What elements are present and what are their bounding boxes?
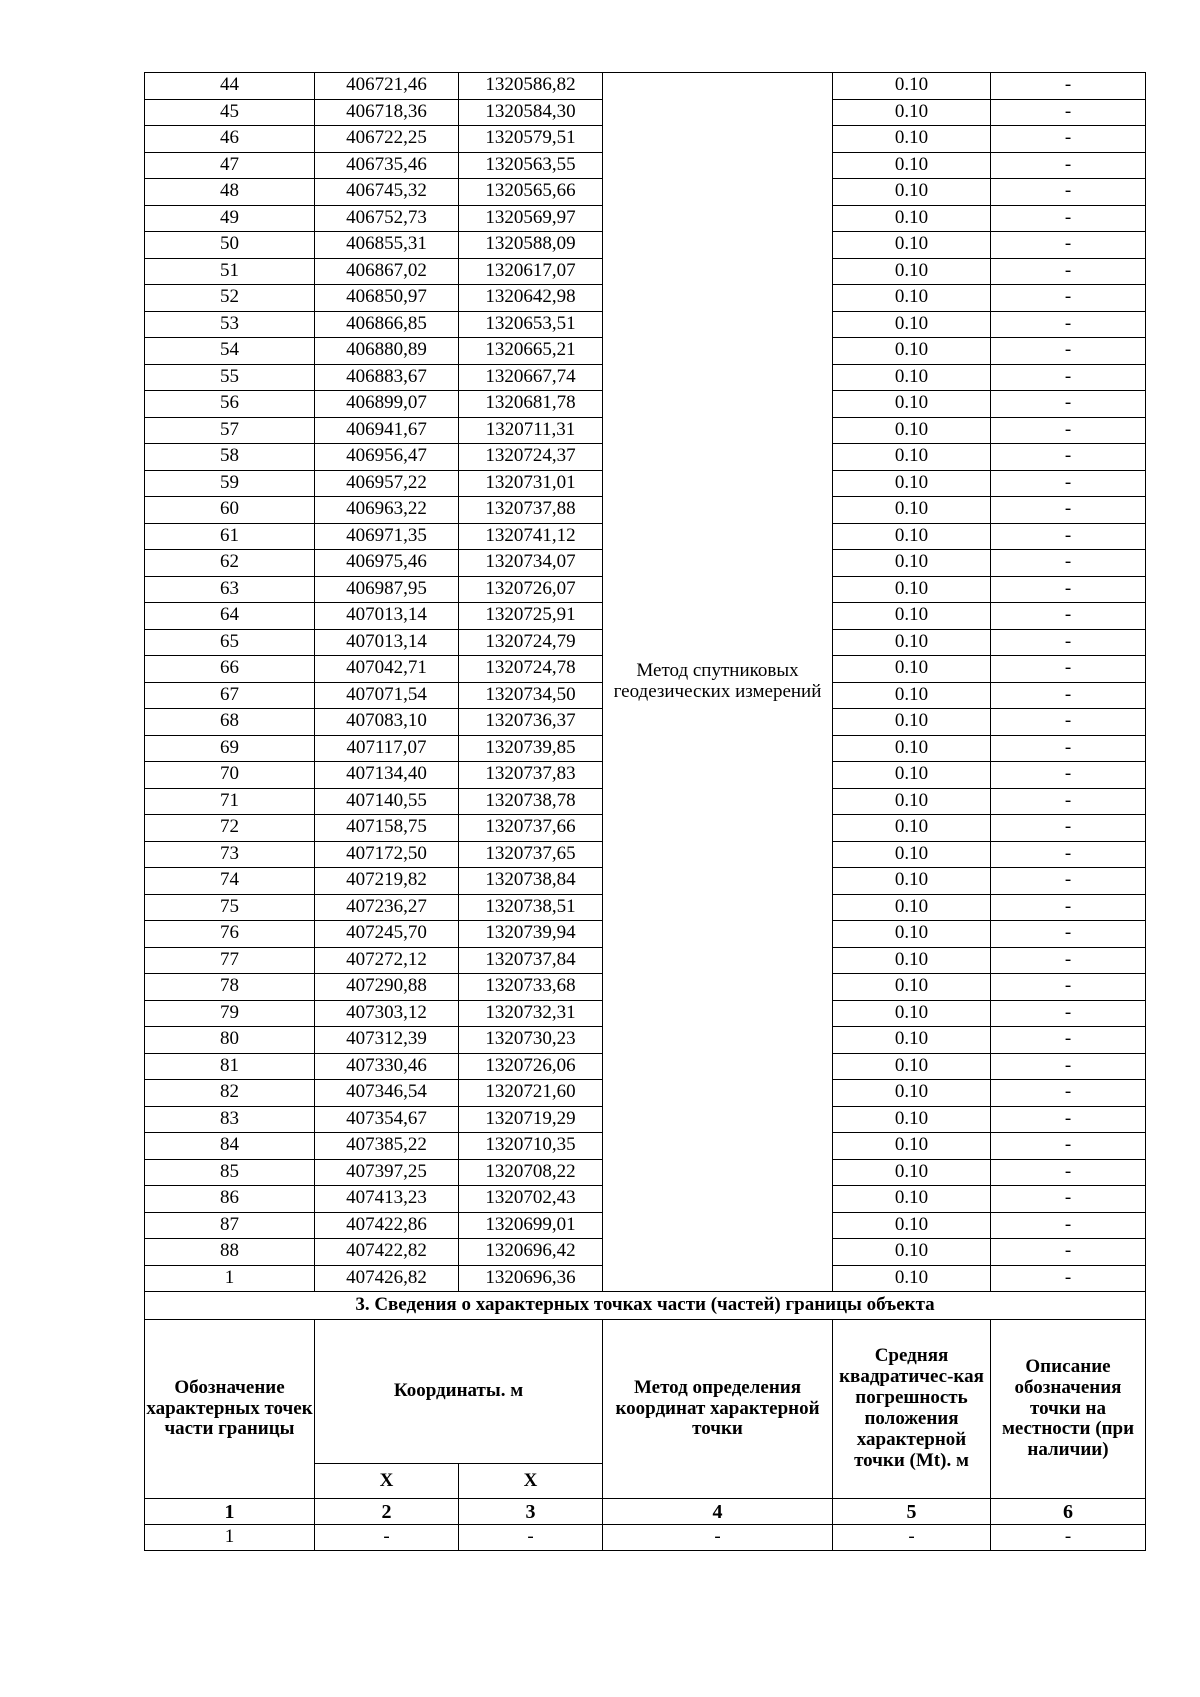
cell-x: 407219,82 (315, 868, 459, 895)
cell-point: 57 (145, 417, 315, 444)
cell-mt: 0.10 (833, 364, 991, 391)
cell-x: 406721,46 (315, 73, 459, 100)
cell-y: 1320739,94 (459, 921, 603, 948)
cell-x: 406850,97 (315, 285, 459, 312)
cell-y: 1320725,91 (459, 603, 603, 630)
cell-mt: 0.10 (833, 311, 991, 338)
cell-mt: 0.10 (833, 629, 991, 656)
cell-point: 88 (145, 1239, 315, 1266)
cell-y: 1320736,37 (459, 709, 603, 736)
cell-mt: 0.10 (833, 868, 991, 895)
cell-point: 73 (145, 841, 315, 868)
cell-mt: 0.10 (833, 258, 991, 285)
cell-x: 407330,46 (315, 1053, 459, 1080)
cell-mt: 0.10 (833, 99, 991, 126)
cell-mt: 0.10 (833, 682, 991, 709)
cell-y: 1320733,68 (459, 974, 603, 1001)
cell-point: 56 (145, 391, 315, 418)
column-number: 5 (833, 1499, 991, 1525)
cell-y: 1320710,35 (459, 1133, 603, 1160)
cell-point: 67 (145, 682, 315, 709)
cell-y: 1320724,78 (459, 656, 603, 683)
cell-description: - (991, 974, 1146, 1001)
cell-mt: 0.10 (833, 1265, 991, 1292)
cell-x: 407013,14 (315, 629, 459, 656)
cell-description: - (991, 550, 1146, 577)
cell-x: 407312,39 (315, 1027, 459, 1054)
cell-y: 1320734,07 (459, 550, 603, 577)
cell-description: - (991, 364, 1146, 391)
cell-y: 1320730,23 (459, 1027, 603, 1054)
cell-point: 1 (145, 1265, 315, 1292)
cell-y: 1320563,55 (459, 152, 603, 179)
cell-x: 407272,12 (315, 947, 459, 974)
cell-mt: 0.10 (833, 1106, 991, 1133)
cell-mt: 0.10 (833, 1159, 991, 1186)
cell-mt: 0.10 (833, 1027, 991, 1054)
cell-point: 71 (145, 788, 315, 815)
cell-y: 1320738,78 (459, 788, 603, 815)
cell-y: 1320719,29 (459, 1106, 603, 1133)
cell-mt: 0.10 (833, 656, 991, 683)
cell-description: - (991, 232, 1146, 259)
cell-description: - (991, 285, 1146, 312)
cell-x: 406867,02 (315, 258, 459, 285)
cell-x: 406883,67 (315, 364, 459, 391)
cell-x: 407245,70 (315, 921, 459, 948)
cell-x: 407071,54 (315, 682, 459, 709)
cell-x: 407290,88 (315, 974, 459, 1001)
cell-y: 1320737,83 (459, 762, 603, 789)
cell-y: 1320642,98 (459, 285, 603, 312)
cell-description: - (991, 1159, 1146, 1186)
cell-y: 1320565,66 (459, 179, 603, 206)
cell-y: 1320734,50 (459, 682, 603, 709)
cell-x: 407413,23 (315, 1186, 459, 1213)
header-mean-error: Средняя квадратичес-кая погрешность положения характерной точки (Mt). м (833, 1320, 991, 1499)
cell-mt: 0.10 (833, 1186, 991, 1213)
cell-point: 80 (145, 1027, 315, 1054)
cell-mt: 0.10 (833, 1133, 991, 1160)
cell-y: 1320699,01 (459, 1212, 603, 1239)
cell-y: 1320737,88 (459, 497, 603, 524)
cell-point: 47 (145, 152, 315, 179)
cell-description: - (991, 205, 1146, 232)
cell-point: 81 (145, 1053, 315, 1080)
cell-description: - (991, 1106, 1146, 1133)
cell-x: 407303,12 (315, 1000, 459, 1027)
cell-mt: 0.10 (833, 576, 991, 603)
coordinates-table (144, 72, 1146, 1551)
cell-point: 52 (145, 285, 315, 312)
cell-x: 406718,36 (315, 99, 459, 126)
cell-description: - (991, 444, 1146, 471)
section3-title: 3. Сведения о характерных точках части (частей) границы объекта (145, 1292, 1146, 1320)
cell-description: - (991, 894, 1146, 921)
cell-x: 406941,67 (315, 417, 459, 444)
cell-y: 1320737,65 (459, 841, 603, 868)
cell-y: 1320569,97 (459, 205, 603, 232)
cell-description: - (991, 841, 1146, 868)
cell-y: 1320732,31 (459, 1000, 603, 1027)
cell-y: 1320588,09 (459, 232, 603, 259)
cell-mt: - (833, 1525, 991, 1551)
cell-point: 79 (145, 1000, 315, 1027)
cell-x: 407134,40 (315, 762, 459, 789)
cell-description: - (991, 73, 1146, 100)
cell-point: 58 (145, 444, 315, 471)
column-number: 1 (145, 1499, 315, 1525)
cell-point: 68 (145, 709, 315, 736)
cell-method: Метод спутниковых геодезических измерений (603, 73, 833, 1292)
cell-mt: 0.10 (833, 1239, 991, 1266)
column-number: 6 (991, 1499, 1146, 1525)
cell-y: 1320737,66 (459, 815, 603, 842)
cell-x: 407397,25 (315, 1159, 459, 1186)
cell-x: 406957,22 (315, 470, 459, 497)
cell-point: 82 (145, 1080, 315, 1107)
cell-x: 407346,54 (315, 1080, 459, 1107)
cell-description: - (991, 311, 1146, 338)
cell-y: 1320724,37 (459, 444, 603, 471)
cell-mt: 0.10 (833, 550, 991, 577)
cell-mt: 0.10 (833, 788, 991, 815)
section2-body (145, 73, 1146, 1292)
cell-y: 1320586,82 (459, 73, 603, 100)
header-coordinates: Координаты. м (315, 1320, 603, 1464)
cell-description: - (991, 258, 1146, 285)
cell-mt: 0.10 (833, 417, 991, 444)
cell-description: - (991, 1027, 1146, 1054)
cell-y: 1320739,85 (459, 735, 603, 762)
cell-mt: 0.10 (833, 205, 991, 232)
cell-y: 1320724,79 (459, 629, 603, 656)
cell-x: 407422,82 (315, 1239, 459, 1266)
cell-description: - (991, 523, 1146, 550)
cell-point: 84 (145, 1133, 315, 1160)
cell-point: 83 (145, 1106, 315, 1133)
cell-description: - (991, 709, 1146, 736)
cell-point: 65 (145, 629, 315, 656)
header-point-designation: Обозначение характерных точек части границы (145, 1320, 315, 1499)
cell-point: 69 (145, 735, 315, 762)
cell-description: - (991, 417, 1146, 444)
cell-point: 51 (145, 258, 315, 285)
cell-y: 1320708,22 (459, 1159, 603, 1186)
cell-description: - (991, 921, 1146, 948)
cell-mt: 0.10 (833, 497, 991, 524)
header-y: X (459, 1464, 603, 1499)
cell-description: - (991, 603, 1146, 630)
section3-body (145, 1292, 1146, 1551)
cell-x: 406745,32 (315, 179, 459, 206)
cell-point: 50 (145, 232, 315, 259)
cell-y: 1320702,43 (459, 1186, 603, 1213)
cell-point: 48 (145, 179, 315, 206)
cell-y: 1320579,51 (459, 126, 603, 153)
cell-x: 406722,25 (315, 126, 459, 153)
cell-description: - (991, 788, 1146, 815)
cell-description: - (991, 1000, 1146, 1027)
cell-mt: 0.10 (833, 709, 991, 736)
cell-y: 1320584,30 (459, 99, 603, 126)
cell-x: 407013,14 (315, 603, 459, 630)
cell-description: - (991, 576, 1146, 603)
cell-mt: 0.10 (833, 947, 991, 974)
cell-x: 407236,27 (315, 894, 459, 921)
cell-description: - (991, 762, 1146, 789)
cell-mt: 0.10 (833, 523, 991, 550)
cell-x: 406971,35 (315, 523, 459, 550)
cell-point: 44 (145, 73, 315, 100)
cell-description: - (991, 815, 1146, 842)
cell-mt: 0.10 (833, 762, 991, 789)
cell-x: 406956,47 (315, 444, 459, 471)
cell-description: - (991, 1186, 1146, 1213)
cell-description: - (991, 99, 1146, 126)
column-number: 2 (315, 1499, 459, 1525)
column-number-row (145, 1499, 1146, 1525)
cell-x: - (315, 1525, 459, 1551)
cell-description: - (991, 656, 1146, 683)
cell-point: 66 (145, 656, 315, 683)
cell-description: - (991, 338, 1146, 365)
cell-point: 46 (145, 126, 315, 153)
cell-y: 1320696,36 (459, 1265, 603, 1292)
table-row (145, 73, 1146, 100)
cell-y: 1320726,07 (459, 576, 603, 603)
cell-y: 1320711,31 (459, 417, 603, 444)
cell-point: 72 (145, 815, 315, 842)
cell-x: 407354,67 (315, 1106, 459, 1133)
cell-point: 62 (145, 550, 315, 577)
cell-mt: 0.10 (833, 1000, 991, 1027)
cell-description: - (991, 735, 1146, 762)
cell-point: 86 (145, 1186, 315, 1213)
cell-x: 407117,07 (315, 735, 459, 762)
cell-point: 63 (145, 576, 315, 603)
cell-x: 407422,86 (315, 1212, 459, 1239)
cell-mt: 0.10 (833, 126, 991, 153)
cell-description: - (991, 1053, 1146, 1080)
cell-x: 406752,73 (315, 205, 459, 232)
cell-mt: 0.10 (833, 338, 991, 365)
cell-point: 53 (145, 311, 315, 338)
cell-mt: 0.10 (833, 1053, 991, 1080)
cell-point: 74 (145, 868, 315, 895)
cell-point: 59 (145, 470, 315, 497)
cell-x: 406735,46 (315, 152, 459, 179)
cell-y: 1320738,51 (459, 894, 603, 921)
cell-mt: 0.10 (833, 603, 991, 630)
cell-point: 49 (145, 205, 315, 232)
cell-mt: 0.10 (833, 285, 991, 312)
cell-x: 406899,07 (315, 391, 459, 418)
cell-x: 407172,50 (315, 841, 459, 868)
header-description: Описание обозначения точки на местности (при наличии) (991, 1320, 1146, 1499)
cell-mt: 0.10 (833, 444, 991, 471)
cell-point: 55 (145, 364, 315, 391)
cell-x: 406855,31 (315, 232, 459, 259)
cell-x: 406975,46 (315, 550, 459, 577)
cell-mt: 0.10 (833, 470, 991, 497)
column-number: 4 (603, 1499, 833, 1525)
cell-description: - (991, 1525, 1146, 1551)
cell-y: 1320721,60 (459, 1080, 603, 1107)
cell-description: - (991, 126, 1146, 153)
column-number: 3 (459, 1499, 603, 1525)
cell-description: - (991, 1080, 1146, 1107)
cell-point: 64 (145, 603, 315, 630)
cell-description: - (991, 391, 1146, 418)
cell-description: - (991, 1239, 1146, 1266)
cell-y: 1320738,84 (459, 868, 603, 895)
cell-description: - (991, 682, 1146, 709)
cell-mt: 0.10 (833, 735, 991, 762)
table-row (145, 1525, 1146, 1551)
cell-mt: 0.10 (833, 921, 991, 948)
cell-description: - (991, 629, 1146, 656)
cell-y: 1320653,51 (459, 311, 603, 338)
cell-mt: 0.10 (833, 232, 991, 259)
cell-x: 407426,82 (315, 1265, 459, 1292)
cell-x: 407042,71 (315, 656, 459, 683)
cell-point: 54 (145, 338, 315, 365)
cell-point: 61 (145, 523, 315, 550)
cell-point: 75 (145, 894, 315, 921)
cell-y: - (459, 1525, 603, 1551)
header-method: Метод определения координат характерной точки (603, 1320, 833, 1499)
cell-x: 407140,55 (315, 788, 459, 815)
cell-description: - (991, 947, 1146, 974)
cell-mt: 0.10 (833, 841, 991, 868)
cell-mt: 0.10 (833, 1212, 991, 1239)
cell-mt: 0.10 (833, 974, 991, 1001)
cell-mt: 0.10 (833, 894, 991, 921)
cell-y: 1320741,12 (459, 523, 603, 550)
cell-description: - (991, 1265, 1146, 1292)
cell-description: - (991, 497, 1146, 524)
cell-x: 406963,22 (315, 497, 459, 524)
cell-point: 76 (145, 921, 315, 948)
cell-mt: 0.10 (833, 73, 991, 100)
cell-description: - (991, 470, 1146, 497)
cell-point: 87 (145, 1212, 315, 1239)
cell-x: 407385,22 (315, 1133, 459, 1160)
cell-x: 407083,10 (315, 709, 459, 736)
header-x: X (315, 1464, 459, 1499)
cell-y: 1320617,07 (459, 258, 603, 285)
cell-x: 407158,75 (315, 815, 459, 842)
cell-y: 1320665,21 (459, 338, 603, 365)
cell-mt: 0.10 (833, 815, 991, 842)
cell-y: 1320681,78 (459, 391, 603, 418)
cell-y: 1320667,74 (459, 364, 603, 391)
cell-y: 1320737,84 (459, 947, 603, 974)
cell-y: 1320696,42 (459, 1239, 603, 1266)
cell-point: 60 (145, 497, 315, 524)
cell-point: 70 (145, 762, 315, 789)
cell-point: 78 (145, 974, 315, 1001)
cell-point: 1 (145, 1525, 315, 1551)
cell-y: 1320726,06 (459, 1053, 603, 1080)
cell-x: 406987,95 (315, 576, 459, 603)
cell-mt: 0.10 (833, 152, 991, 179)
cell-point: 45 (145, 99, 315, 126)
cell-point: 77 (145, 947, 315, 974)
cell-mt: 0.10 (833, 391, 991, 418)
cell-x: 406880,89 (315, 338, 459, 365)
cell-description: - (991, 1133, 1146, 1160)
cell-mt: 0.10 (833, 179, 991, 206)
cell-point: 85 (145, 1159, 315, 1186)
cell-description: - (991, 1212, 1146, 1239)
cell-description: - (991, 868, 1146, 895)
cell-x: 406866,85 (315, 311, 459, 338)
cell-y: 1320731,01 (459, 470, 603, 497)
cell-method: - (603, 1525, 833, 1551)
cell-description: - (991, 179, 1146, 206)
cell-mt: 0.10 (833, 1080, 991, 1107)
cell-description: - (991, 152, 1146, 179)
